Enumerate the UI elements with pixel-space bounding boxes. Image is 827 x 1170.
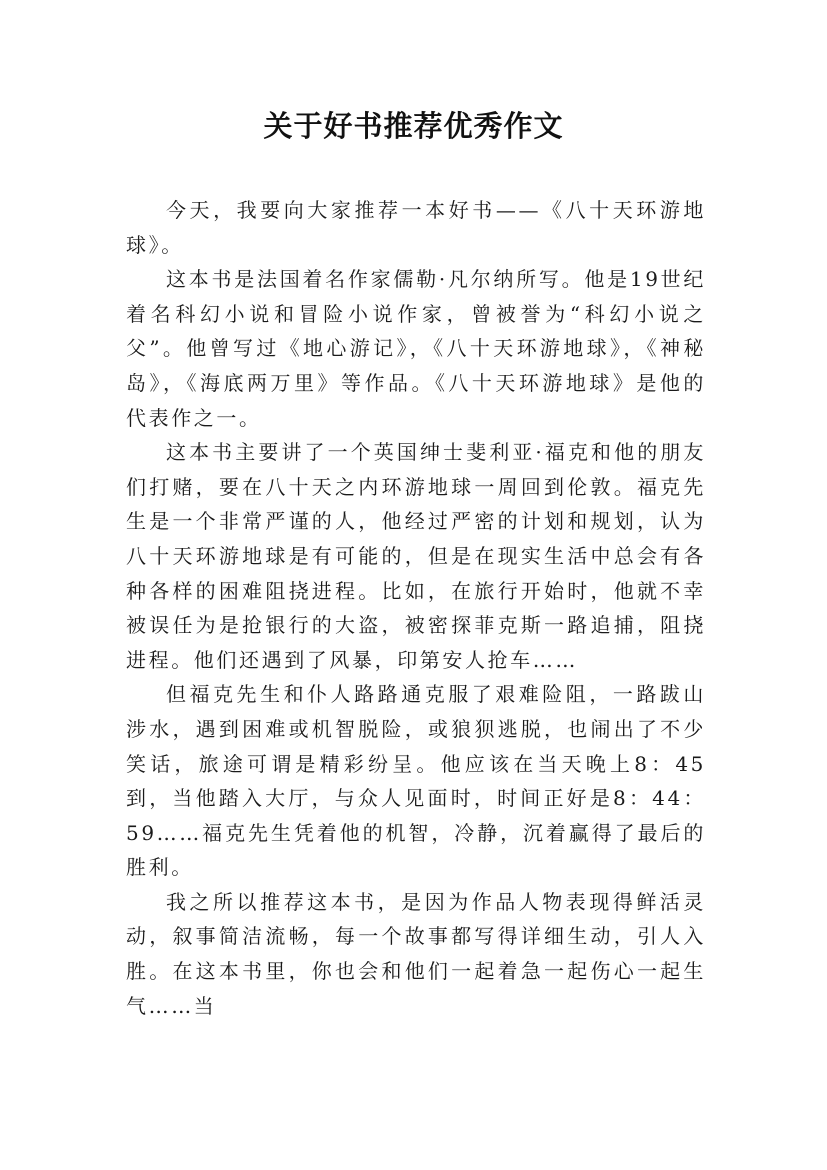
paragraph-plot: 这本书主要讲了一个英国绅士斐利亚·福克和他的朋友们打赌，要在八十天之内环游地球一周回到伦敦。福克先生是一个非常严谨的人，他经过严密的计划和规划，认为八十天环游地球是有可能的，但是在现实生活中总会有各种各样的困难阻挠进程。比如，在旅行开始时，他就不幸被误任为是抢银行的大盗，被密探菲克斯一路追捕，阻挠进程。他们还遇到了风暴，印第安人抢车…… [126,440,706,672]
paragraph-intro: 今天，我要向大家推荐一本好书——《八十天环游地球》。 [126,198,706,257]
document-body [126,193,706,1023]
document-title: 关于好书推荐优秀作文 [263,109,564,143]
paragraph-author: 这本书是法国着名作家儒勒·凡尔纳所写。他是19世纪着名科幻小说和冒险小说作家，曾被誉为“科幻小说之父”。他曾写过《地心游记》，《八十天环游地球》，《神秘岛》，《海底两万里》等作品。《八十天环游地球》是他的代表作之一。 [126,267,706,430]
paragraph-journey: 但福克先生和仆人路路通克服了艰难险阻，一路跋山涉水，遇到困难或机智脱险，或狼狈逃脱，也闹出了不少笑话，旅途可谓是精彩纷呈。他应该在当天晚上8：45到，当他踏入大厅，与众人见面时，时间正好是8：44：59……福克先生凭着他的机智，冷静，沉着赢得了最后的胜利。 [126,682,706,880]
paragraph-reason: 我之所以推荐这本书，是因为作品人物表现得鲜活灵动，叙事简洁流畅，每一个故事都写得详细生动，引人入胜。在这本书里，你也会和他们一起着急一起伤心一起生气……当 [126,889,706,1018]
